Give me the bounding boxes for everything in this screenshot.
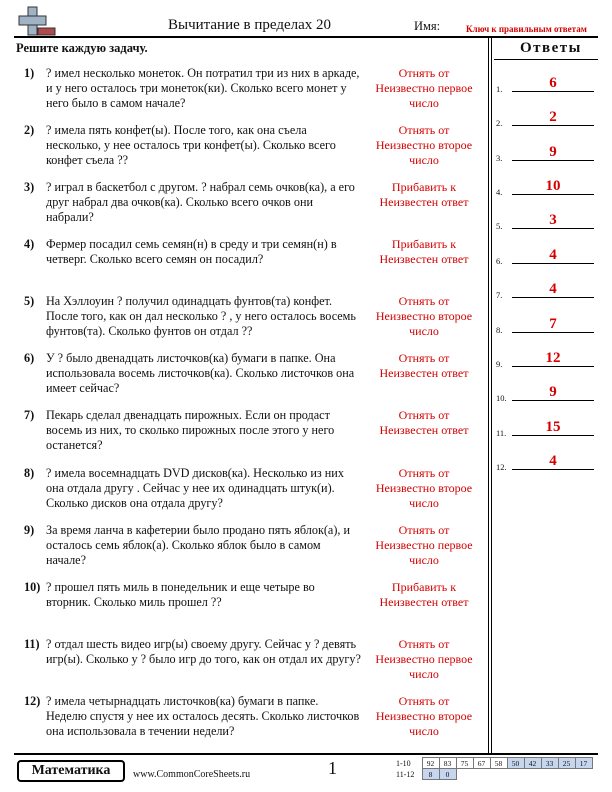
- answer-row: [496, 452, 596, 472]
- answer-value: 4: [549, 281, 557, 297]
- score-cell: 83: [439, 758, 456, 769]
- score-table: [396, 757, 593, 780]
- column-divider: [491, 38, 492, 753]
- problem-text: На Хэллоуин ? получил одинадцать фунтов(та) конфет. После того, как он дал несколько ? , у него осталось восемь фунтов(та). Сколько фунтов он отдал ??: [46, 294, 356, 339]
- instructions: Решите каждую задачу.: [16, 41, 148, 55]
- answer-number: 8.: [496, 325, 503, 335]
- score-cell: 17: [575, 758, 592, 769]
- plus-minus-logo-icon: [16, 6, 56, 40]
- problem-operation: Отнять от Неизвестен ответ: [379, 351, 469, 381]
- answer-row: [496, 143, 596, 163]
- answer-value: 7: [549, 316, 557, 332]
- score-range-label: 1-10: [396, 758, 411, 768]
- problem-text: ? имела четырнадцать листочков(ка) бумаги в папке. Неделю спустя у нее их осталось десять. Сколько листочков она использовала в течении недели?: [46, 694, 360, 739]
- answer-row: [496, 211, 596, 231]
- score-cell: 42: [524, 758, 541, 769]
- problem-text: За время ланча в кафетерии было продано пять яблок(а), и осталось семь яблок(а). Сколько яблок было в самом начале?: [46, 523, 351, 568]
- problem-operation: Отнять от Неизвестно второе число: [375, 466, 473, 511]
- answer-value: 9: [549, 144, 557, 160]
- answer-row: [496, 349, 596, 369]
- answers-title: Ответы: [520, 40, 582, 56]
- problem-text: ? отдал шесть видео игр(ы) своему другу. Сейчас у ? девять игр(ы). Сколько у ? было игр до того, как он отдал их другу?: [46, 637, 361, 667]
- page-number: 1: [328, 758, 337, 778]
- score-cell: 0: [439, 769, 456, 780]
- footer-rule: [14, 753, 598, 755]
- score-cell: 8: [422, 769, 439, 780]
- answer-row: [496, 315, 596, 335]
- answer-number: 3.: [496, 153, 503, 163]
- answer-row: [496, 280, 596, 300]
- answer-number: 1.: [496, 84, 503, 94]
- answer-value: 12: [545, 350, 561, 366]
- answer-key-label: Ключ к правильным ответам: [466, 24, 587, 34]
- problem-number: 1): [24, 66, 35, 80]
- problem-text: Фермер посадил семь семян(н) в среду и три семян(н) в четверг. Сколько всего семян он посадил?: [46, 237, 337, 267]
- problem-operation: Прибавить к Неизвестен ответ: [379, 180, 469, 210]
- answer-number: 10.: [496, 393, 507, 403]
- answer-value: 15: [545, 419, 561, 435]
- subject-label: Математика: [31, 763, 111, 778]
- problem-number: 4): [24, 237, 35, 251]
- score-cell: 92: [422, 758, 439, 769]
- answer-value: 4: [549, 453, 557, 469]
- answer-row: [496, 383, 596, 403]
- problem-text: ? имел несколько монеток. Он потратил три из них в аркаде, и у него осталось три монеток(ки). Сколько всего монет у него было в самом начале?: [46, 66, 360, 111]
- answer-row: [496, 418, 596, 438]
- score-cell: 33: [541, 758, 558, 769]
- answer-value: 9: [549, 384, 557, 400]
- score-cell: 50: [507, 758, 524, 769]
- answer-number: 11.: [496, 428, 507, 438]
- answer-number: 2.: [496, 118, 503, 128]
- problem-operation: Отнять от Неизвестно первое число: [375, 523, 473, 568]
- answer-row: [496, 74, 596, 94]
- score-range-label: 11-12: [396, 769, 415, 779]
- answer-row: [496, 177, 596, 197]
- answer-number: 4.: [496, 187, 503, 197]
- problem-operation: Отнять от Неизвестно второе число: [375, 123, 473, 168]
- header-rule: [14, 36, 598, 38]
- problem-text: ? имела пять конфет(ы). После того, как она съела несколько, у нее осталось три конфет(ы). Сколько всего конфет съела ??: [46, 123, 336, 168]
- problem-text: ? играл в баскетбол с другом. ? набрал семь очков(ка), а его друг набрал два очков(ка). Сколько всего очков они набрали?: [46, 180, 355, 225]
- name-label: Имя:: [414, 19, 441, 33]
- answers-rule: [494, 59, 598, 60]
- problem-text: ? прошел пять миль в понедельник и еще четыре во вторник. Сколько миль прошел ??: [46, 580, 315, 610]
- problem-number: 9): [24, 523, 35, 537]
- problem-number: 10): [24, 580, 41, 594]
- problem-number: 5): [24, 294, 35, 308]
- answer-number: 9.: [496, 359, 503, 369]
- problem-number: 7): [24, 408, 35, 422]
- score-cell: 67: [473, 758, 490, 769]
- problem-text: ? имела восемнадцать DVD дисков(ка). Несколько из них она отдала другу . Сейчас у нее их одинадцать штук(и). Сколько дисков она отдала другу?: [46, 466, 344, 511]
- subject-badge: [17, 760, 125, 782]
- problem-operation: Отнять от Неизвестно первое число: [375, 66, 473, 111]
- column-divider: [488, 38, 489, 753]
- answer-value: 10: [545, 178, 561, 194]
- problem-number: 3): [24, 180, 35, 194]
- answer-value: 6: [549, 75, 557, 91]
- problem-text: Пекарь сделал двенадцать пирожных. Если он продаст восемь из них, то сколько пирожных после этого у него останется?: [46, 408, 335, 453]
- problem-operation: Отнять от Неизвестен ответ: [379, 408, 469, 438]
- answer-value: 3: [549, 212, 557, 228]
- answer-value: 2: [549, 109, 557, 125]
- answer-number: 5.: [496, 221, 503, 231]
- score-cell: 75: [456, 758, 473, 769]
- problem-number: 12): [24, 694, 41, 708]
- answer-number: 7.: [496, 290, 503, 300]
- problem-operation: Прибавить к Неизвестен ответ: [379, 237, 469, 267]
- answer-row: [496, 108, 596, 128]
- problem-operation: Отнять от Неизвестно второе число: [375, 294, 473, 339]
- problem-number: 6): [24, 351, 35, 365]
- site-url: www.CommonCoreSheets.ru: [133, 769, 251, 780]
- problem-number: 8): [24, 466, 35, 480]
- problem-operation: Отнять от Неизвестно первое число: [375, 637, 473, 682]
- page-title: Вычитание в пределах 20: [168, 17, 332, 33]
- problem-text: У ? было двенадцать листочков(ка) бумаги в папке. Она использовала восемь листочков(ка). Сколько листочков она имеет сейчас?: [46, 351, 355, 396]
- problem-operation: Прибавить к Неизвестен ответ: [379, 580, 469, 610]
- answer-row: [496, 246, 596, 266]
- problem-operation: Отнять от Неизвестно второе число: [375, 694, 473, 739]
- answer-value: 4: [549, 247, 557, 263]
- answer-number: 12.: [496, 462, 507, 472]
- score-cell: 25: [558, 758, 575, 769]
- problem-number: 2): [24, 123, 35, 137]
- score-cell: 58: [490, 758, 507, 769]
- problem-number: 11): [24, 637, 40, 651]
- answer-number: 6.: [496, 256, 503, 266]
